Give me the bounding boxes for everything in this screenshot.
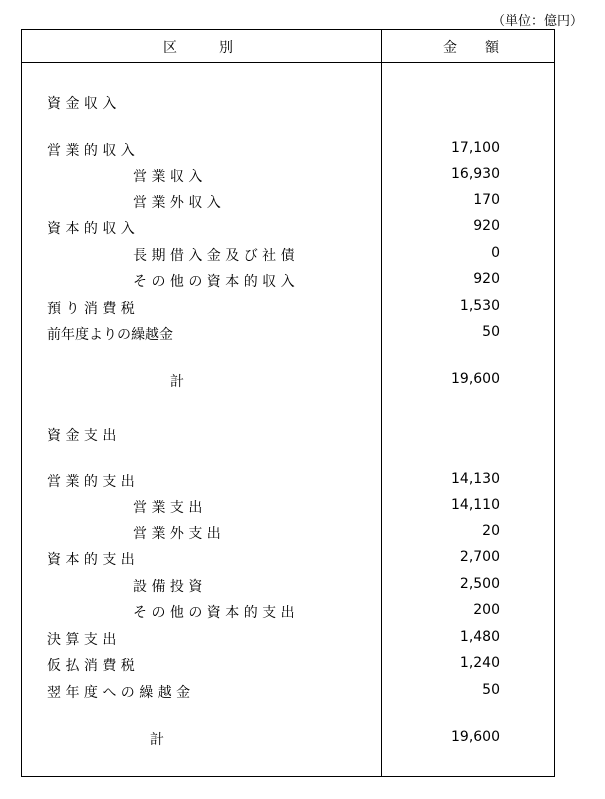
header-kingaku: 金 額 xyxy=(443,40,499,56)
row-eigyo-shishutsu-total-value: 14,130 xyxy=(451,471,500,487)
row-eigyogai-shishutsu-label: 営 業 外 支 出 xyxy=(133,526,221,542)
row-shunyu-kei-value: 19,600 xyxy=(451,371,500,387)
section-shikin-shunyu-label: 資 金 収 入 xyxy=(47,96,117,112)
row-eigyogai-shunyu-label: 営 業 外 収 入 xyxy=(133,195,221,211)
row-kessan-shishutsu-value: 1,480 xyxy=(459,629,500,645)
row-zennendo-kurikoshi-value: 50 xyxy=(482,324,500,340)
row-eigyogai-shishutsu-value: 20 xyxy=(482,523,500,539)
row-sonota-shihon-shunyu-value: 920 xyxy=(473,271,500,287)
section-shikin-shishutsu-label: 資 金 支 出 xyxy=(47,428,117,444)
row-azukari-shohizei-label: 預 り 消 費 税 xyxy=(47,301,135,317)
row-zennendo-kurikoshi-label: 前年度よりの繰越金 xyxy=(47,327,173,343)
row-shihon-shishutsu-value: 2,700 xyxy=(459,549,500,565)
row-shihon-shunyu-value: 920 xyxy=(473,218,500,234)
row-eigyo-shishutsu-total-label: 営 業 的 支 出 xyxy=(47,474,135,490)
row-eigyo-shishutsu-label: 営 業 支 出 xyxy=(133,500,203,516)
unit-label: （単位：億円） xyxy=(491,14,583,29)
row-shihon-shishutsu-label: 資 本 的 支 出 xyxy=(47,552,135,568)
row-yokunendo-kurikoshi-value: 50 xyxy=(482,682,500,698)
row-chouki-kariire-value: 0 xyxy=(491,245,500,261)
row-shunyu-kei-label: 計 xyxy=(170,374,184,390)
row-eigyogai-shunyu-value: 170 xyxy=(473,192,500,208)
row-karibarai-shohizei-value: 1,240 xyxy=(459,655,500,671)
row-sonota-shihon-shishutsu-value: 200 xyxy=(473,602,500,618)
row-eigyo-shishutsu-value: 14,110 xyxy=(451,497,500,513)
row-sonota-shihon-shunyu-label: そ の 他 の 資 本 的 収 入 xyxy=(133,274,295,290)
row-chouki-kariire-label: 長 期 借 入 金 及 び 社 債 xyxy=(133,248,295,264)
row-shihon-shunyu-label: 資 本 的 収 入 xyxy=(47,221,135,237)
header-divider xyxy=(21,62,555,63)
row-sonota-shihon-shishutsu-label: そ の 他 の 資 本 的 支 出 xyxy=(133,605,295,621)
row-shishutsu-kei-label: 計 xyxy=(150,732,164,748)
row-karibarai-shohizei-label: 仮 払 消 費 税 xyxy=(47,658,135,674)
row-setsubi-toushi-label: 設 備 投 資 xyxy=(133,579,203,595)
row-shishutsu-kei-value: 19,600 xyxy=(451,729,500,745)
row-eigyo-shunyu-total-value: 17,100 xyxy=(451,140,500,156)
row-eigyo-shunyu-label: 営 業 収 入 xyxy=(133,169,203,185)
row-azukari-shohizei-value: 1,530 xyxy=(459,298,500,314)
row-eigyo-shunyu-total-label: 営 業 的 収 入 xyxy=(47,143,135,159)
row-kessan-shishutsu-label: 決 算 支 出 xyxy=(47,632,117,648)
header-kubun: 区 別 xyxy=(163,40,233,56)
row-setsubi-toushi-value: 2,500 xyxy=(459,576,500,592)
column-divider xyxy=(381,29,382,777)
row-yokunendo-kurikoshi-label: 翌 年 度 へ の 繰 越 金 xyxy=(47,685,191,701)
row-eigyo-shunyu-value: 16,930 xyxy=(451,166,500,182)
